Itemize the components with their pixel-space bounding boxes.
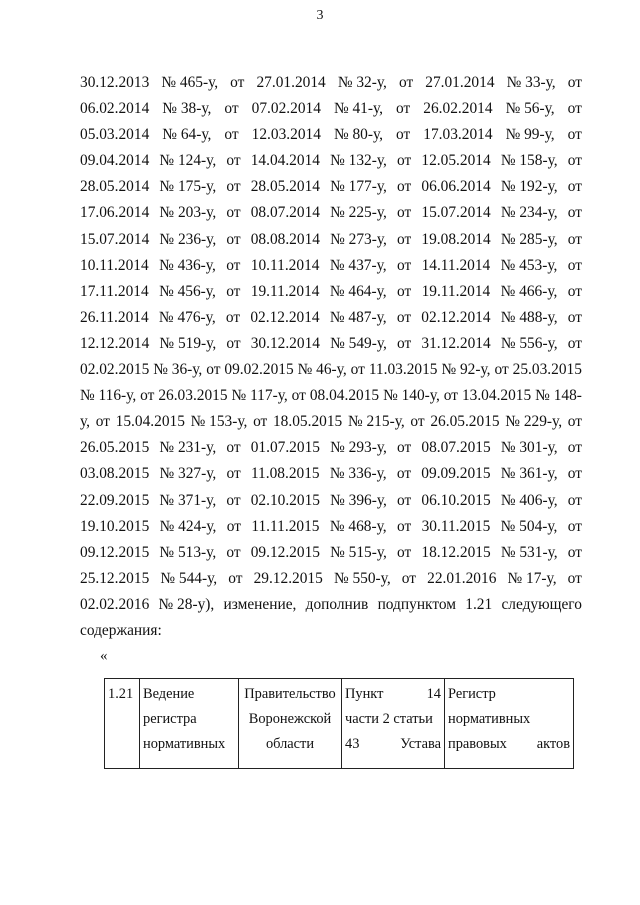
text-line	[80, 570, 582, 596]
organ-line: Правительство	[244, 686, 336, 702]
text-word: № 437-у,	[329, 256, 387, 274]
text-word: 31.12.2014	[421, 334, 491, 352]
text-line	[80, 257, 582, 283]
text-word: 12.03.2014	[251, 126, 321, 144]
text-word: № 153-у,	[190, 413, 248, 431]
text-word: от	[397, 178, 412, 196]
text-word: от	[567, 74, 582, 91]
text-word: от	[225, 308, 241, 326]
text-word: от	[567, 543, 582, 561]
text-word: от	[226, 230, 241, 248]
text-word: от	[567, 230, 582, 248]
text-word: № 80-у,	[333, 126, 383, 144]
basis-line	[345, 732, 441, 757]
text-word: № 466-у,	[500, 282, 558, 300]
text-word: от	[226, 517, 241, 535]
text-line	[80, 126, 582, 152]
text-word: от	[567, 491, 582, 509]
text-word: от	[567, 100, 582, 118]
text-word: 09.09.2015	[421, 465, 491, 483]
text-word: № 531-у,	[500, 543, 558, 561]
text-word: № 285-у,	[500, 230, 558, 248]
document-body	[80, 74, 582, 648]
text-line	[80, 544, 582, 570]
text-word: № 158-у,	[500, 152, 558, 170]
text-word: 17.06.2014	[80, 204, 150, 222]
basis-word: 43	[345, 736, 360, 752]
text-word: 15.04.2015	[115, 413, 185, 431]
text-word: № 175-у,	[159, 178, 217, 196]
text-word: № 132-у,	[330, 152, 387, 170]
item-name-line: Ведение	[143, 686, 195, 702]
text-word: 25.12.2015	[80, 569, 150, 587]
text-word: от	[226, 334, 241, 352]
text-line	[80, 74, 582, 100]
text-word: от	[226, 256, 241, 274]
text-word: № 64-у,	[162, 126, 212, 144]
text-word: № 468-у,	[329, 517, 387, 535]
text-line	[80, 152, 582, 178]
text-word: 19.11.2014	[421, 282, 491, 300]
text-word: 08.08.2014	[250, 230, 320, 248]
text-word: от	[224, 100, 239, 118]
text-word: 30.11.2015	[421, 517, 491, 535]
text-line	[80, 465, 582, 491]
text-word: от	[410, 413, 425, 431]
text-word: № 515-у,	[330, 543, 387, 561]
text-word: от	[567, 178, 582, 196]
text-word: № 371-у,	[159, 491, 217, 509]
text-word: 09.12.2015	[80, 543, 150, 561]
text-word: № 117-у,	[231, 387, 288, 405]
text-word: 28.05.2014	[250, 178, 320, 196]
text-word: № 140-у,	[383, 387, 440, 405]
text-word: 29.12.2015	[253, 569, 323, 587]
register-line: нормативных	[448, 711, 531, 727]
text-word: от	[567, 334, 582, 352]
text-word: № 148-	[535, 387, 582, 405]
basis-line: части 2 статьи	[345, 711, 433, 727]
text-word: 27.01.2014	[425, 74, 495, 91]
text-line	[80, 361, 582, 387]
organ-line: области	[265, 736, 315, 752]
text-word: 11.03.2015	[368, 361, 438, 379]
text-word: от	[567, 465, 582, 483]
text-word: № 424-у,	[159, 517, 217, 535]
text-word: 02.10.2015	[250, 491, 320, 509]
text-word: 09.12.2015	[250, 543, 320, 561]
text-word: № 549-у,	[330, 334, 387, 352]
text-word: № 46-у,	[297, 361, 347, 379]
text-word: № 519-у,	[159, 334, 217, 352]
text-word: № 36-у,	[153, 361, 203, 379]
text-word: № 229-у,	[505, 413, 563, 431]
text-word: № 236-у,	[159, 230, 217, 248]
text-word: от	[350, 361, 365, 379]
text-line-content: содержания:	[80, 621, 162, 639]
text-word: 11.11.2015	[251, 517, 320, 535]
text-word: от	[567, 204, 582, 222]
text-word: 26.02.2014	[423, 100, 493, 118]
text-word: от	[397, 334, 412, 352]
basis-line	[345, 682, 441, 707]
text-word: от	[567, 282, 582, 300]
text-word: 26.05.2015	[80, 439, 150, 457]
text-word: от	[567, 126, 582, 144]
text-word: от	[226, 152, 241, 170]
text-word: 02.02.2015	[80, 361, 150, 379]
text-word: 30.12.2014	[250, 334, 320, 352]
text-word: № 476-у,	[158, 308, 216, 326]
text-word: № 273-у,	[330, 230, 387, 248]
text-word: 19.11.2014	[250, 282, 320, 300]
text-word: от	[567, 517, 582, 535]
text-word: 19.08.2014	[421, 230, 491, 248]
text-word: № 504-у,	[500, 517, 558, 535]
text-word: № 513-у,	[159, 543, 217, 561]
text-line	[80, 309, 582, 335]
text-word: от	[224, 126, 239, 144]
register-word: актов	[536, 736, 570, 752]
text-word: 19.10.2015	[80, 517, 150, 535]
text-word: № 465-у,	[161, 74, 219, 91]
text-word: № 92-у,	[441, 361, 491, 379]
text-word: № 38-у,	[162, 100, 212, 118]
text-word: 28.05.2014	[80, 178, 150, 196]
text-word: подпунктом	[377, 595, 456, 613]
text-word: от	[228, 569, 243, 587]
text-word: 07.02.2014	[251, 100, 321, 118]
text-word: № 544-у,	[160, 569, 218, 587]
basis-word: Пункт	[345, 686, 384, 702]
text-word: 27.01.2014	[256, 74, 326, 91]
text-word: от	[396, 256, 412, 274]
text-word: № 556-у,	[500, 334, 558, 352]
text-word: от	[567, 569, 582, 587]
text-line	[80, 283, 582, 309]
text-word: от	[396, 100, 411, 118]
page-number: 3	[316, 8, 324, 23]
text-word: от	[396, 308, 412, 326]
text-line	[80, 100, 582, 126]
text-word: 09.04.2014	[80, 152, 150, 170]
text-word: от	[253, 413, 268, 431]
text-word: 22.09.2015	[80, 491, 150, 509]
register-line	[448, 732, 570, 757]
text-word: дополнив	[305, 595, 369, 613]
text-word: № 215-у,	[347, 413, 405, 431]
text-word: № 336-у,	[329, 465, 387, 483]
basis-word: 14	[426, 686, 441, 702]
text-word: № 327-у,	[159, 465, 217, 483]
text-word: от	[206, 361, 221, 379]
text-word: от	[396, 517, 412, 535]
register-line: Регистр	[448, 686, 496, 702]
text-word: 14.04.2014	[250, 152, 320, 170]
text-word: 26.05.2015	[430, 413, 500, 431]
text-word: от	[397, 491, 412, 509]
text-word: следующего	[501, 595, 582, 613]
text-word: от	[95, 413, 110, 431]
text-word: от	[226, 204, 241, 222]
text-word: № 487-у,	[329, 308, 387, 326]
text-word: от	[226, 439, 241, 457]
organ-cell	[239, 679, 342, 769]
text-word: № 361-у,	[500, 465, 558, 483]
text-word: 26.03.2015	[158, 387, 228, 405]
text-word: 12.05.2014	[421, 152, 491, 170]
text-line	[80, 492, 582, 518]
text-word: от	[226, 491, 241, 509]
register-word: правовых	[448, 736, 507, 752]
text-word: от	[494, 361, 509, 379]
text-word: 11.08.2015	[250, 465, 320, 483]
text-word: от	[226, 543, 241, 561]
text-word: от	[396, 282, 412, 300]
text-word: 17.11.2014	[80, 282, 149, 300]
text-word: № 396-у,	[330, 491, 387, 509]
text-word: от	[567, 439, 582, 457]
text-line	[80, 335, 582, 361]
text-word: № 17-у,	[507, 569, 557, 587]
text-word: от	[140, 387, 155, 405]
text-word: № 550-у,	[333, 569, 391, 587]
text-word: № 456-у,	[159, 282, 216, 300]
text-word: 08.07.2014	[250, 204, 320, 222]
text-word: от	[567, 413, 582, 431]
text-word: от	[397, 204, 412, 222]
text-word: 06.02.2014	[80, 100, 150, 118]
text-word: 02.12.2014	[421, 308, 491, 326]
text-word: 30.12.2013	[80, 74, 150, 91]
text-word: 06.06.2014	[421, 178, 491, 196]
text-word: № 192-у,	[500, 178, 558, 196]
item-name-cell	[140, 679, 239, 769]
text-word: 08.04.2015	[309, 387, 380, 405]
text-word: № 33-у,	[506, 74, 556, 91]
text-word: 02.12.2014	[250, 308, 320, 326]
text-word: от	[396, 465, 412, 483]
text-word: № 234-у,	[500, 204, 558, 222]
text-word: 1.21	[465, 595, 493, 613]
text-line	[80, 231, 582, 257]
item-number: 1.21	[108, 686, 134, 702]
text-word: 10.11.2014	[250, 256, 320, 274]
register-table	[104, 678, 574, 769]
table-row	[105, 679, 574, 769]
text-word: 03.08.2015	[80, 465, 150, 483]
text-word: № 203-у,	[159, 204, 217, 222]
register-description-cell	[445, 679, 574, 769]
text-word: 10.11.2014	[80, 256, 149, 274]
text-word: 02.02.2016	[80, 595, 150, 613]
text-word: 14.11.2014	[421, 256, 491, 274]
text-word: 09.02.2015	[224, 361, 294, 379]
text-word: № 124-у,	[159, 152, 217, 170]
text-word: от	[291, 387, 306, 405]
text-line	[80, 518, 582, 544]
text-word: № 225-у,	[330, 204, 387, 222]
text-word: 25.03.2015	[512, 361, 582, 379]
text-word: 17.03.2014	[423, 126, 493, 144]
text-word: от	[401, 569, 417, 587]
text-word: 22.01.2016	[427, 569, 497, 587]
text-line	[80, 596, 582, 622]
text-line	[80, 413, 582, 439]
text-word: № 116-у,	[80, 387, 137, 405]
text-line	[80, 439, 582, 465]
text-word: от	[567, 308, 582, 326]
text-word: от	[397, 230, 412, 248]
text-word: от	[443, 387, 458, 405]
text-word: 26.11.2014	[80, 308, 149, 326]
text-word: изменение,	[223, 595, 297, 613]
text-word: 13.04.2015	[461, 387, 532, 405]
text-word: № 231-у,	[159, 439, 217, 457]
text-word: 01.07.2015	[250, 439, 320, 457]
item-name-line: регистра	[143, 711, 197, 727]
text-word: от	[226, 465, 241, 483]
organ-line: Воронежской	[248, 711, 332, 727]
text-word: № 293-у,	[330, 439, 387, 457]
opening-quote-mark: «	[100, 648, 108, 664]
text-word: 08.07.2015	[421, 439, 491, 457]
text-word: от	[567, 152, 582, 170]
basis-word: Устава	[400, 736, 441, 752]
text-word: № 464-у,	[329, 282, 387, 300]
text-word: 15.07.2014	[421, 204, 491, 222]
text-word: 05.03.2014	[80, 126, 150, 144]
text-word: № 177-у,	[330, 178, 387, 196]
text-word: № 32-у,	[337, 74, 387, 91]
text-word: № 99-у,	[505, 126, 555, 144]
text-word: 15.07.2014	[80, 230, 150, 248]
text-word: № 488-у,	[500, 308, 558, 326]
text-word: от	[226, 282, 241, 300]
text-word: от	[396, 126, 411, 144]
text-word: от	[397, 543, 412, 561]
text-word: у,	[80, 413, 91, 431]
text-word: № 41-у,	[333, 100, 383, 118]
text-word: от	[230, 74, 245, 91]
item-number-cell	[105, 679, 140, 769]
text-word: № 56-у,	[505, 100, 555, 118]
text-word: 18.05.2015	[272, 413, 343, 431]
text-word: от	[567, 256, 582, 274]
text-line	[80, 178, 582, 204]
text-line	[80, 387, 582, 413]
text-line	[80, 204, 582, 230]
text-word: 18.12.2015	[421, 543, 491, 561]
text-word: от	[398, 74, 414, 91]
text-word: 06.10.2015	[421, 491, 491, 509]
text-line	[80, 622, 582, 648]
text-word: № 28-у),	[158, 595, 215, 613]
text-word: № 301-у,	[500, 439, 558, 457]
item-name-line: нормативных	[143, 736, 226, 752]
text-word: № 436-у,	[159, 256, 216, 274]
text-word: от	[397, 439, 412, 457]
text-word: от	[226, 178, 241, 196]
text-word: № 406-у,	[500, 491, 558, 509]
text-word: № 453-у,	[500, 256, 558, 274]
text-word: 12.12.2014	[80, 334, 150, 352]
legal-basis-cell	[342, 679, 445, 769]
text-word: от	[397, 152, 412, 170]
